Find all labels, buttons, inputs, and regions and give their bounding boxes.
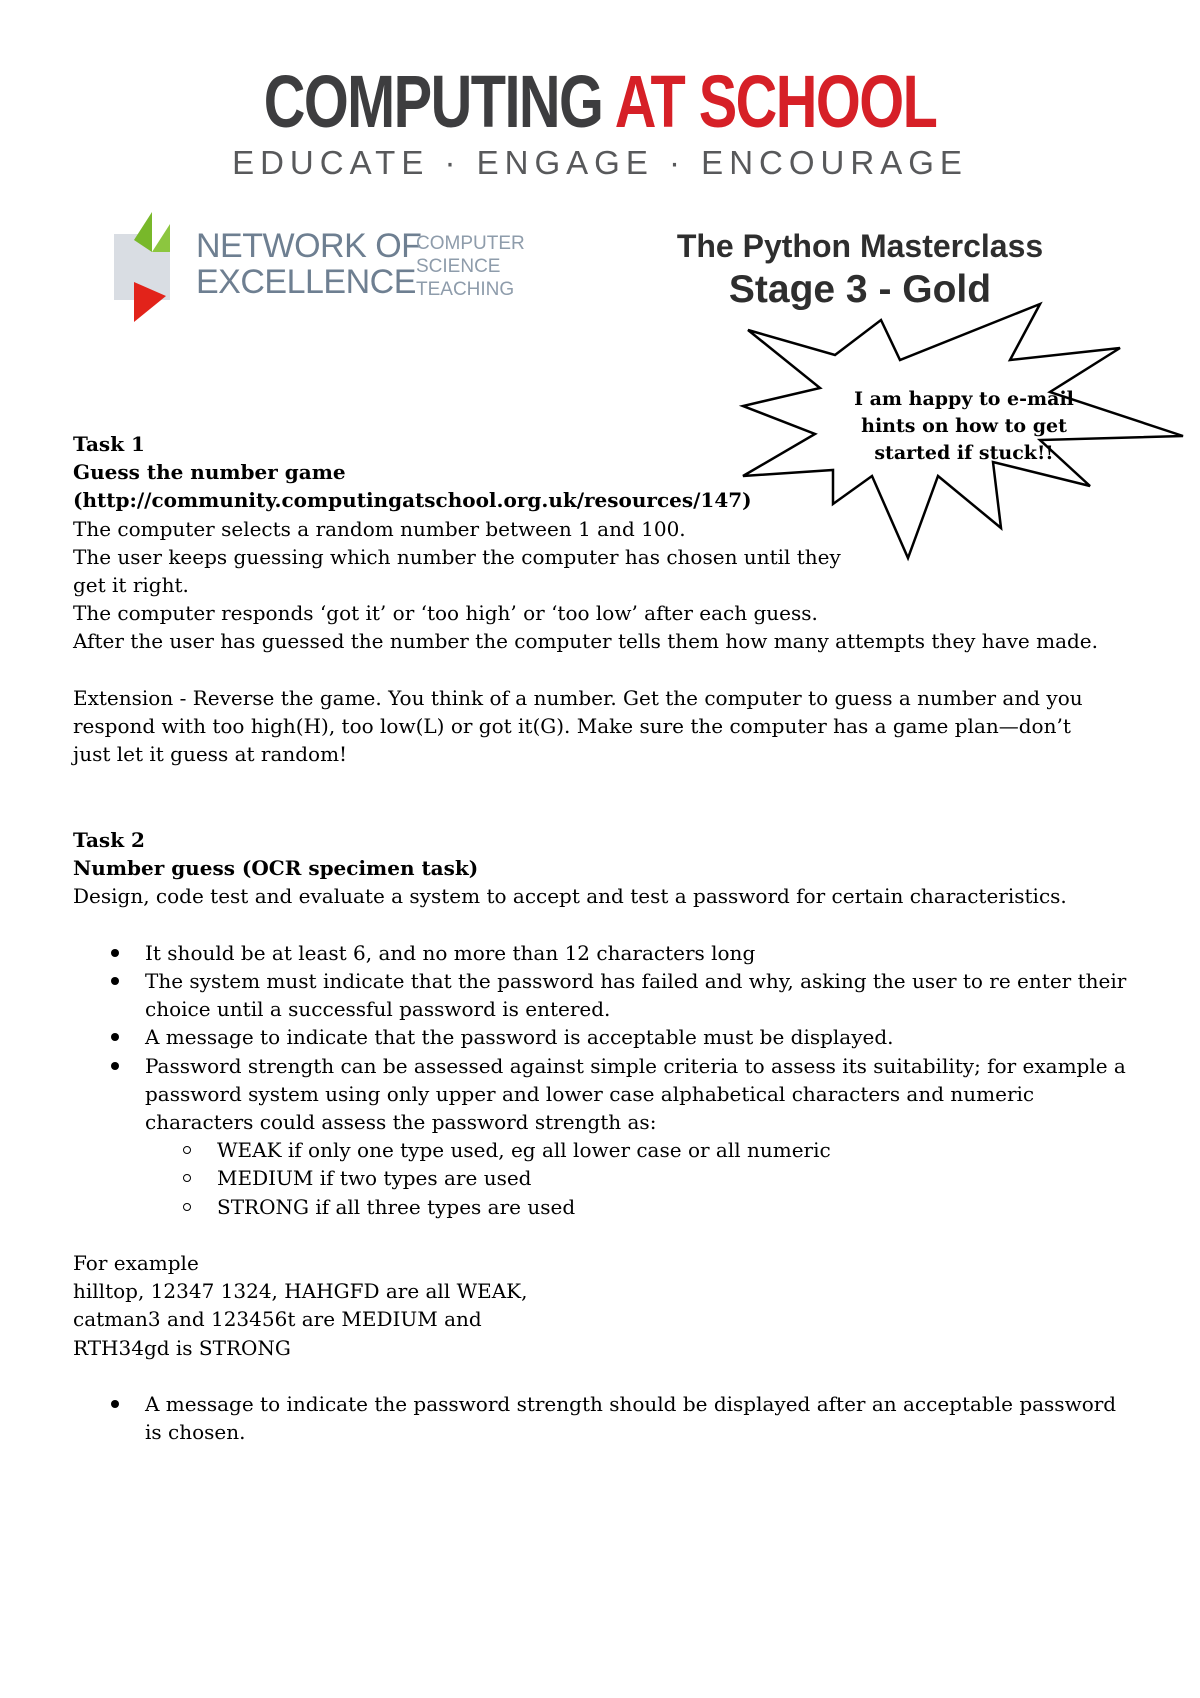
task1-heading: Task 1: [73, 432, 145, 456]
sub-list-item: WEAK if only one type used, eg all lower case or all numeric: [145, 1136, 1133, 1164]
masterclass-title: The Python Masterclass: [676, 228, 1044, 264]
cas-brand-right: AT SCHOOL: [614, 60, 937, 143]
task1-line: get it right.: [73, 573, 189, 598]
noe-line2: EXCELLENCE: [196, 263, 416, 301]
callout-line3: started if stuck!!: [874, 442, 1054, 464]
task1-extension-line: respond with too high(H), too low(L) or got it(G). Make sure the computer has a game plan—don’t: [73, 714, 1071, 739]
task1-line: The user keeps guessing which number the computer has chosen until they: [73, 544, 841, 569]
task2-heading: Task 2: [73, 828, 145, 852]
example-line: For example: [73, 1251, 199, 1276]
example-line: RTH34gd is STRONG: [73, 1335, 291, 1360]
callout-line1: I am happy to e-mail: [854, 388, 1074, 410]
task1-extension-line: Extension - Reverse the game. You think of a number. Get the computer to guess a number and you: [73, 685, 1083, 710]
noe-sub3: TEACHING: [416, 279, 515, 300]
noe-line1: NETWORK OF: [196, 227, 422, 265]
task1-line: The computer selects a random number between 1 and 100.: [73, 516, 686, 541]
callout-line2: hints on how to get: [861, 415, 1067, 437]
task2-section: [73, 826, 1133, 1446]
list-item: [73, 1052, 1133, 1221]
task2-title: Number guess (OCR specimen task): [73, 856, 479, 881]
list-item: A message to indicate the password strength should be displayed after an acceptable password is chosen.: [73, 1390, 1133, 1446]
task1-title: Guess the number game: [73, 460, 346, 485]
list-item: A message to indicate that the password is acceptable must be displayed.: [73, 1023, 1133, 1051]
noe-sub2: SCIENCE: [416, 256, 501, 277]
sub-list-item: STRONG if all three types are used: [145, 1193, 1133, 1221]
task2-final-bullet-list: [73, 1390, 1133, 1446]
task1-line: The computer responds ‘got it’ or ‘too high’ or ‘too low’ after each guess.: [73, 601, 818, 626]
task1-extension-line: just let it guess at random!: [73, 742, 348, 767]
task2-sub-list: [145, 1136, 1133, 1221]
sub-list-item: MEDIUM if two types are used: [145, 1164, 1133, 1192]
cas-tagline: EDUCATE · ENGAGE · ENCOURAGE: [232, 144, 968, 181]
noe-sub1: COMPUTER: [416, 233, 525, 254]
list-item: It should be at least 6, and no more than 12 characters long: [73, 939, 1133, 967]
task1-link: (http://community.computingatschool.org.uk/resources/147): [73, 488, 752, 513]
masterclass-stage: Stage 3 - Gold: [728, 268, 992, 311]
list-item-text: Password strength can be assessed against simple criteria to assess its suitability; for example a password system using only upper and lower case alphabetical characters and numeric characters could assess the password strength as:: [145, 1053, 1126, 1135]
example-line: hilltop, 12347 1324, HAHGFD are all WEAK,: [73, 1279, 528, 1304]
list-item: The system must indicate that the password has failed and why, asking the user to re enter their choice until a successful password is entered.: [73, 967, 1133, 1023]
example-line: catman3 and 123456t are MEDIUM and: [73, 1307, 482, 1332]
task1-line: After the user has guessed the number the computer tells them how many attempts they have made.: [73, 629, 1098, 654]
cas-brand-left: COMPUTING: [263, 60, 603, 143]
task2-intro: Design, code test and evaluate a system to accept and test a password for certain characteristics.: [73, 884, 1067, 909]
task1-section: [73, 430, 1133, 768]
task2-bullet-list: [73, 939, 1133, 1221]
